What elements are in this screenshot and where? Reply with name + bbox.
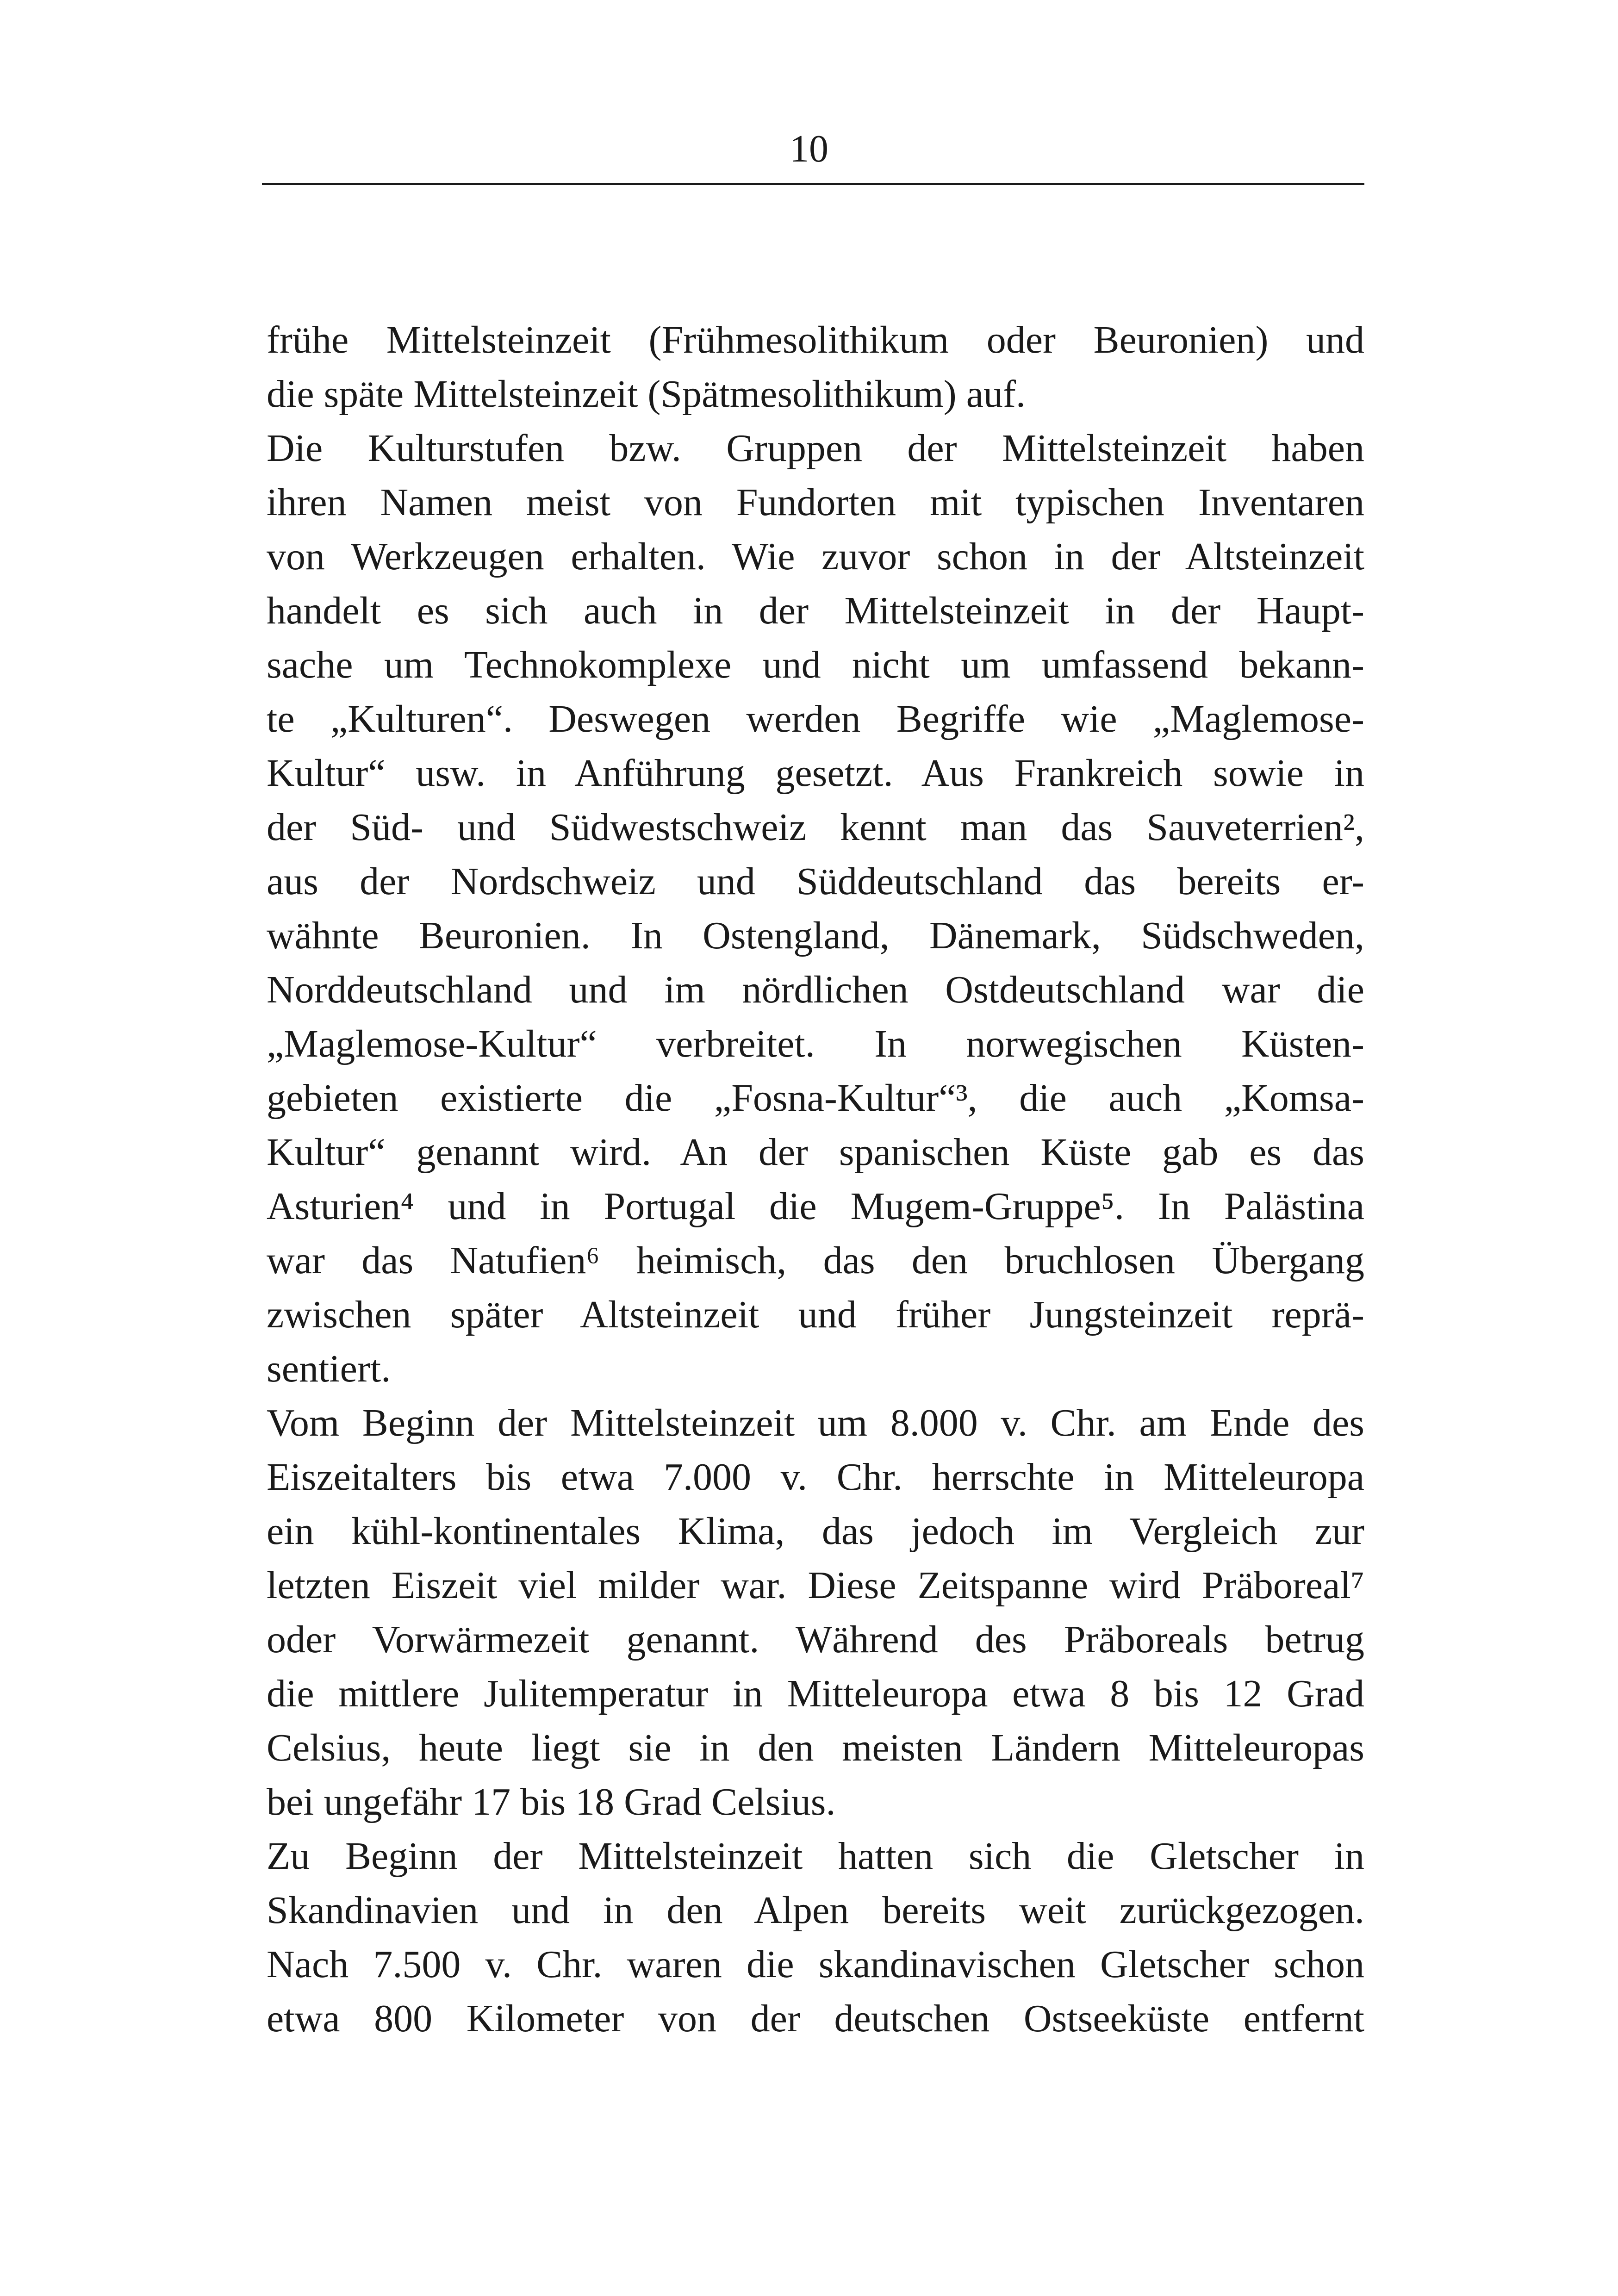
text-line: ein kühl-kontinentales Klima, das jedoch im Vergleich zur xyxy=(267,1510,1364,1553)
text-line: der Süd- und Südwestschweiz kennt man das Sauveterrien², xyxy=(267,806,1364,849)
text-line: ihren Namen meist von Fundorten mit typischen Inventaren xyxy=(267,481,1364,524)
text-line: Vom Beginn der Mittelsteinzeit um 8.000 v. Chr. am Ende des xyxy=(267,1401,1364,1444)
text-line: oder Vorwärmezeit genannt. Während des Präboreals betrug xyxy=(267,1618,1364,1661)
text-line: wähnte Beuronien. In Ostengland, Dänemark, Südschweden, xyxy=(267,914,1364,957)
text-line: Norddeutschland und im nördlichen Ostdeutschland war die xyxy=(267,968,1364,1011)
text-line: sentiert. xyxy=(267,1347,391,1390)
text-line: etwa 800 Kilometer von der deutschen Ostseeküste entfernt xyxy=(267,1997,1364,2040)
text-line: Die Kulturstufen bzw. Gruppen der Mittelsteinzeit haben xyxy=(267,427,1364,470)
text-line: letzten Eiszeit viel milder war. Diese Zeitspanne wird Präboreal⁷ xyxy=(267,1564,1364,1607)
text-line: aus der Nordschweiz und Süddeutschland das bereits er- xyxy=(267,860,1364,903)
text-line: war das Natufien⁶ heimisch, das den bruchlosen Übergang xyxy=(267,1239,1364,1282)
text-line: Kultur“ genannt wird. An der spanischen Küste gab es das xyxy=(267,1131,1364,1174)
text-line: sache um Technokomplexe und nicht um umfassend bekann- xyxy=(267,643,1364,686)
body-text xyxy=(267,313,1364,2046)
text-line: handelt es sich auch in der Mittelsteinzeit in der Haupt- xyxy=(267,589,1364,632)
text-line: bei ungefähr 17 bis 18 Grad Celsius. xyxy=(267,1780,836,1823)
text-line: „Maglemose-Kultur“ verbreitet. In norwegischen Küsten- xyxy=(267,1022,1364,1065)
text-line: Kultur“ usw. in Anführung gesetzt. Aus Frankreich sowie in xyxy=(267,752,1364,795)
text-line: Asturien⁴ und in Portugal die Mugem-Gruppe⁵. In Palästina xyxy=(267,1185,1364,1228)
text-line: Nach 7.500 v. Chr. waren die skandinavischen Gletscher schon xyxy=(267,1943,1364,1986)
text-line: frühe Mittelsteinzeit (Frühmesolithikum oder Beuronien) und xyxy=(267,318,1364,361)
text-line: Eiszeitalters bis etwa 7.000 v. Chr. herrschte in Mitteleuropa xyxy=(267,1456,1364,1499)
text-line: von Werkzeugen erhalten. Wie zuvor schon in der Altsteinzeit xyxy=(267,535,1364,578)
page-number: 10 xyxy=(790,127,828,170)
text-line: die späte Mittelsteinzeit (Spätmesolithikum) auf. xyxy=(267,373,1026,416)
text-line: Zu Beginn der Mittelsteinzeit hatten sich die Gletscher in xyxy=(267,1835,1364,1878)
text-line: die mittlere Julitemperatur in Mitteleuropa etwa 8 bis 12 Grad xyxy=(267,1672,1364,1715)
text-line: zwischen später Altsteinzeit und früher Jungsteinzeit reprä- xyxy=(267,1293,1364,1336)
text-line: gebieten existierte die „Fosna-Kultur“³, die auch „Komsa- xyxy=(267,1076,1364,1120)
header-rule xyxy=(262,183,1364,185)
text-line: te „Kulturen“. Deswegen werden Begriffe wie „Maglemose- xyxy=(267,697,1364,740)
text-line: Skandinavien und in den Alpen bereits weit zurückgezogen. xyxy=(267,1889,1364,1932)
text-line: Celsius, heute liegt sie in den meisten Ländern Mitteleuropas xyxy=(267,1726,1364,1769)
